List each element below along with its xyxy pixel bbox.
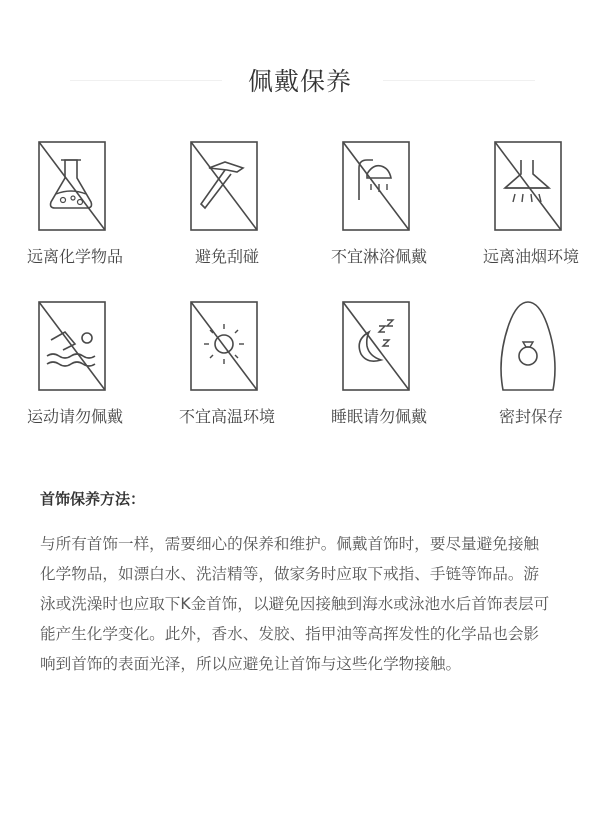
icon-label: 不宜淋浴佩戴 xyxy=(330,247,427,266)
icon-card-no-chemicals xyxy=(0,138,150,266)
icon-label: 密封保存 xyxy=(498,407,563,426)
icon-label: 不宜高温环境 xyxy=(178,407,275,426)
care-line: 与所有首饰一样，需要细心的保养和维护。佩戴首饰时，要尽量避免接触 xyxy=(40,535,540,553)
icon-card-no-shower xyxy=(304,138,454,266)
care-line: 响到首饰的表面光泽，所以应避免让首饰与这些化学物接触。 xyxy=(40,655,462,673)
icon-card-no-hammer xyxy=(152,138,302,266)
icon-card-sealed-storage xyxy=(456,298,600,426)
icon-label: 睡眠请勿佩戴 xyxy=(330,407,427,426)
no-swimming-icon xyxy=(35,298,115,394)
care-line: 泳或洗澡时也应取下K金首饰，以避免因接触到海水或泳池水后首饰表层可 xyxy=(40,595,550,613)
no-range-hood-icon xyxy=(491,138,571,234)
no-chemicals-icon xyxy=(35,138,115,234)
icon-card-no-sun xyxy=(152,298,302,426)
icon-card-no-range-hood xyxy=(456,138,600,266)
no-sun-icon xyxy=(187,298,267,394)
icon-card-no-sleep xyxy=(304,298,454,426)
icon-label: 远离油烟环境 xyxy=(482,247,579,266)
icon-label: 远离化学物品 xyxy=(26,247,123,266)
title-divider-right xyxy=(383,80,535,81)
icon-card-no-swimming xyxy=(0,298,150,426)
page-title: 佩戴保养 xyxy=(247,67,352,96)
icon-label: 避免刮碰 xyxy=(194,247,259,266)
no-sleep-icon xyxy=(339,298,419,394)
sealed-storage-icon xyxy=(491,298,571,394)
care-paragraph xyxy=(40,529,568,679)
no-hammer-icon xyxy=(187,138,267,234)
care-line: 能产生化学变化。此外，香水、发胶、指甲油等高挥发性的化学品也会影 xyxy=(40,625,540,643)
title-row xyxy=(0,58,600,102)
icon-label: 运动请勿佩戴 xyxy=(26,407,123,426)
no-shower-icon xyxy=(339,138,419,234)
care-heading: 首饰保养方法： xyxy=(40,490,146,508)
care-line: 化学物品，如漂白水、洗洁精等，做家务时应取下戒指、手链等饰品。游 xyxy=(40,565,540,583)
